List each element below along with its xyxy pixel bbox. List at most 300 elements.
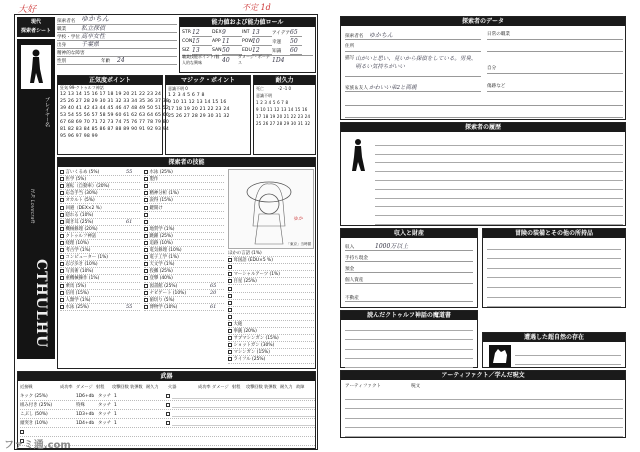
skill-label: 値切り (5%) [149,297,175,303]
memo-line [375,172,623,181]
equipment-header: 冒険の装備とその他の所持品 [483,229,625,238]
skill-checkbox[interactable] [144,276,148,280]
skill-row[interactable] [228,349,314,356]
skill-label: クトゥルフ神話 [65,233,97,239]
data-job-label: 日常の職業 [487,32,510,37]
income-label: 不動産 [345,296,359,301]
creature-icon [489,345,511,367]
history-header: 探索者の履歴 [341,123,625,132]
ability-value[interactable]: 11 [222,38,242,46]
weapon-row[interactable] [20,410,315,419]
skill-checkbox[interactable] [60,227,64,231]
sanity-row[interactable]: 12 13 14 15 16 17 18 19 20 21 22 23 24 [60,92,162,97]
magic-header: マジック・ポイント [166,76,250,85]
skill-checkbox[interactable] [60,198,64,202]
ability-key: 知識 [272,48,282,54]
annotation-top-mid: 不定 1d [242,3,271,12]
occupation-points-value[interactable]: 40 [222,56,230,64]
investigator-silhouette-small-icon [345,135,371,175]
skill-checkbox[interactable] [228,336,232,340]
data-family-label: 家族＆友人 [345,86,368,91]
skills-column-3 [228,250,314,364]
weapon-range: タッチ [98,412,112,417]
memo-line [345,409,623,418]
weapon-range: タッチ [98,403,112,408]
skill-row[interactable] [144,226,224,233]
skill-row[interactable] [228,264,314,271]
skill-row[interactable] [228,307,314,314]
skill-row[interactable] [60,212,140,219]
damage-bonus-label: ダメージ・ボーナス [238,54,270,65]
memo-line [487,250,621,260]
skill-row[interactable] [60,169,140,176]
hp-row[interactable]: 17 18 19 20 21 22 23 24 [256,114,311,119]
income-row[interactable] [345,240,473,251]
skill-label: 人類学 (1%) [65,297,91,303]
hp-header: 耐久力 [254,76,315,85]
skill-checkbox[interactable] [228,357,232,361]
skill-row[interactable] [144,204,224,211]
skill-checkbox[interactable] [60,269,64,273]
entities-lines[interactable] [515,347,621,365]
skill-value[interactable]: 55 [126,169,133,176]
skill-row[interactable] [228,250,314,257]
skill-label: 図書館 (25%) [149,283,178,289]
income-section [340,228,478,308]
data-desc-row[interactable] [345,55,481,77]
skill-checkbox[interactable] [60,248,64,252]
sanity-row[interactable]: 25 26 27 28 29 30 31 32 33 34 35 36 37 38 [60,99,170,104]
skill-checkbox[interactable] [144,305,148,309]
firearm-checkbox[interactable] [166,412,170,416]
income-label: 収入 [345,245,355,250]
skill-row[interactable] [228,271,314,278]
skill-row[interactable] [144,190,224,197]
income-row[interactable] [345,284,473,302]
skill-checkbox[interactable] [228,287,232,291]
skill-row[interactable] [60,297,140,304]
skill-checkbox[interactable] [60,213,64,217]
skill-row[interactable] [228,257,314,264]
skill-row[interactable] [228,328,314,335]
profile-row-2[interactable] [57,33,177,41]
sanity-row[interactable]: 39 40 41 42 43 44 45 46 47 48 49 50 51 52 [60,106,170,111]
skill-checkbox[interactable] [228,301,232,305]
skill-row[interactable] [60,268,140,275]
hp-row[interactable]: 1 2 3 4 5 6 7 8 [256,100,289,105]
memo-line [515,356,621,365]
skill-value[interactable]: 65 [210,282,217,289]
skill-checkbox[interactable] [228,322,232,326]
col-header: 装弾数 [130,384,143,389]
famitsu-watermark: ファミ通.com [4,440,71,451]
data-self-label: 自分 [487,66,497,71]
memo-line [345,359,473,368]
occupation-points-label: 職業技能ポイント/個人的な興味 [182,54,220,65]
data-job-row[interactable] [487,31,623,40]
profile-row-3[interactable] [57,41,177,49]
profile-label: 精神的な障害 [57,51,85,56]
data-name-row[interactable] [345,31,481,40]
skill-label: ナビゲート (10%) [149,290,187,296]
data-name-value: ゆかちん [369,32,394,39]
skill-checkbox[interactable] [60,298,64,302]
skill-checkbox[interactable] [144,206,148,210]
firearm-line[interactable] [172,420,316,426]
data-injury-row[interactable] [487,83,623,92]
skill-row[interactable] [60,283,140,290]
skill-checkbox[interactable] [144,170,148,174]
abilities-header: 能力値および能力値ロール [180,18,315,27]
skill-checkbox[interactable] [144,298,148,302]
income-row[interactable] [345,262,473,273]
data-address-row[interactable] [345,43,481,52]
skill-row[interactable] [144,297,224,304]
skill-row[interactable] [228,293,314,300]
skill-row[interactable] [144,290,224,297]
skill-row[interactable] [144,247,224,254]
skill-row[interactable] [144,233,224,240]
skill-row[interactable] [60,183,140,190]
skill-row[interactable] [144,183,224,190]
hp-section [253,75,316,155]
skill-row[interactable] [60,275,140,282]
skill-row[interactable] [144,304,224,311]
memo-line [487,259,621,269]
tomes-header: 読んだクトゥルフ神話の魔道書 [341,311,477,320]
history-section [340,122,626,226]
skill-value[interactable]: 55 [126,303,133,310]
skill-label: 聞き耳 (25%) [65,219,94,225]
skill-checkbox[interactable] [60,234,64,238]
firearm-checkbox[interactable] [166,394,170,398]
sanity-cross-label: 狂気 99-クトゥルフ神話 [60,85,104,90]
tomes-section [340,310,478,368]
skill-checkbox[interactable] [144,213,148,217]
profile-row-sex-age[interactable] [57,57,177,65]
side-banner [17,39,55,359]
ability-value[interactable]: 15 [192,38,212,46]
skill-row[interactable] [228,285,314,292]
skill-row[interactable] [144,283,224,290]
data-family-row[interactable] [345,83,481,92]
firearm-checkbox[interactable] [166,403,170,407]
skill-row[interactable] [144,212,224,219]
skill-label: 地質学 (1%) [149,226,175,232]
skill-label: 登攀 (40%) [149,276,173,282]
col-header: 射程 [96,384,105,389]
col-header: 射程 [232,384,241,389]
skill-row[interactable] [228,356,314,363]
skill-row[interactable] [228,314,314,321]
skill-label: マシンガン (15%) [233,350,270,356]
skill-checkbox[interactable] [144,198,148,202]
skill-checkbox[interactable] [60,241,64,245]
hp-row[interactable]: 9 10 11 12 13 14 15 16 [256,107,308,112]
ability-value[interactable]: 10 [252,38,272,46]
skill-checkbox[interactable] [60,170,64,174]
memo-line [345,400,623,409]
skill-row[interactable] [228,300,314,307]
weapon-row[interactable] [20,392,315,401]
skill-label: 説得 (15%) [149,198,173,204]
skill-row[interactable] [60,226,140,233]
skill-checkbox[interactable] [60,206,64,210]
memo-line [375,146,623,155]
skill-checkbox[interactable] [144,269,148,273]
profile-section [57,17,177,73]
ability-value[interactable]: 9 [222,29,242,37]
artifact-lines[interactable] [345,391,623,437]
abilities-section [179,17,316,73]
ability-extra-row [182,55,313,64]
skill-label: 医学 (5%) [65,177,87,183]
skill-row[interactable] [60,197,140,204]
player-name-vertical: プレイヤー名 [44,97,50,127]
investigator-silhouette-icon [17,43,55,93]
memo-line [345,391,623,400]
skill-checkbox[interactable] [144,220,148,224]
ability-value[interactable]: 50 [290,38,302,46]
skill-checkbox[interactable] [144,184,148,188]
skill-checkbox[interactable] [60,184,64,188]
col-header: 耐久力 [146,384,159,389]
skill-checkbox[interactable] [228,329,232,333]
artifacts-section [340,370,626,438]
memo-line [345,340,473,349]
skills-column-2 [144,169,224,311]
profile-row-1[interactable] [57,25,177,33]
memo-line [345,419,623,428]
skill-row[interactable] [60,304,140,311]
col-header: 故障 [296,384,305,389]
ability-key: APP [212,39,221,44]
skill-checkbox[interactable] [144,177,148,181]
magic-row[interactable]: 1 2 3 4 5 6 7 8 [168,93,205,98]
skill-row[interactable] [60,176,140,183]
sheet-title-line2: 探索者シート [20,28,51,34]
profile-value: 千葉県 [81,41,100,48]
skill-label: 母国語 (EDU×5 %) [233,258,273,264]
skill-checkbox[interactable] [60,262,64,266]
memo-line [375,155,623,164]
sanity-section [57,75,170,155]
weapon-row[interactable] [20,401,315,410]
entities-header: 遭遇した超自然の存在 [483,333,625,342]
skill-label: 拳銃 (20%) [233,329,257,335]
skill-value[interactable]: 61 [210,303,217,310]
weapon-cols-right [168,384,314,390]
skill-checkbox[interactable] [144,227,148,231]
skill-label: 経理 (10%) [65,240,89,246]
weapon-checkbox[interactable] [20,430,24,434]
skill-label: 考古学 (1%) [65,248,91,254]
skill-checkbox[interactable] [228,258,232,262]
sanity-row[interactable]: 67 68 69 70 71 72 73 74 75 76 77 78 79 80 [60,120,170,125]
skill-checkbox[interactable] [144,248,148,252]
data-desc-label: 描写 [345,56,355,61]
memo-line [487,298,621,308]
weapon-name: キック (25%) [20,394,48,399]
skill-checkbox[interactable] [60,305,64,309]
skills-section [57,157,316,369]
cthulhu-logo: CTHULHU [33,259,49,349]
profile-row-0[interactable] [57,17,177,25]
weapon-cols-left [20,384,166,390]
income-row[interactable] [345,273,473,284]
profile-label: 学校・学位 [57,35,80,40]
data-header: 探索者のデータ [341,17,625,26]
skill-checkbox[interactable] [228,308,232,312]
skill-row[interactable] [144,240,224,247]
skill-checkbox[interactable] [228,294,232,298]
skill-row[interactable] [60,190,140,197]
skill-row[interactable] [144,176,224,183]
skill-checkbox[interactable] [228,315,232,319]
skill-row[interactable] [144,268,224,275]
skill-checkbox[interactable] [144,284,148,288]
profile-label: 探索者名 [57,19,76,24]
data-section [340,16,626,120]
ability-value[interactable]: 65 [290,29,302,37]
ability-value[interactable]: 13 [252,29,272,37]
skill-checkbox[interactable] [228,272,232,276]
col-header: 近接戦 [20,384,33,389]
weapon-row[interactable] [20,419,315,428]
skill-checkbox[interactable] [60,276,64,280]
damage-bonus-value[interactable]: 1D4 [272,56,285,64]
skill-checkbox[interactable] [144,255,148,259]
ability-row [182,37,313,46]
ability-key: INT [242,30,250,35]
ability-key: SAN [212,48,222,53]
profile-label: 職業 [57,27,67,32]
magic-row[interactable]: 9 10 11 12 13 14 15 16 [168,100,227,105]
weapon-dmg: 1D4+db [76,420,95,426]
skill-label: 機械修理 (20%) [65,226,98,232]
skill-row[interactable] [60,240,140,247]
skill-label: 追跡 (10%) [149,240,173,246]
magic-row[interactable]: 17 18 19 20 21 22 23 24 [168,107,230,112]
weapon-att: 1 [114,402,117,408]
hp-dead-label: 死亡 [256,86,264,91]
skill-row[interactable] [60,254,140,261]
skill-checkbox[interactable] [60,255,64,259]
ability-value[interactable]: 13 [192,47,212,55]
memo-line [345,428,623,437]
hp-dead-row [254,85,315,92]
firearm-line[interactable] [172,393,316,399]
hp-row[interactable]: 25 26 27 28 29 30 31 32 [256,121,311,126]
data-extra-row-2[interactable] [345,109,623,118]
firearm-line[interactable] [172,411,316,417]
skill-value[interactable]: 20 [210,289,217,296]
skill-value[interactable]: 61 [126,218,133,225]
firearm-line[interactable] [172,402,316,408]
income-label: 個人資産 [345,278,364,283]
skill-label: 大砲 [233,321,243,327]
ability-value[interactable]: 12 [252,47,272,55]
skill-row[interactable] [60,233,140,240]
skill-label: 投擲 (25%) [149,269,173,275]
skill-checkbox[interactable] [60,220,64,224]
weapon-att: 1 [114,393,117,399]
data-extra-row-1[interactable] [345,97,623,106]
skill-row[interactable] [144,197,224,204]
skill-checkbox[interactable] [60,177,64,181]
ability-value[interactable]: 12 [192,29,212,37]
skill-checkbox[interactable] [144,234,148,238]
skill-label: 隠れる (10%) [65,212,94,218]
data-self-row[interactable] [487,65,623,74]
skill-checkbox[interactable] [228,343,232,347]
ability-value[interactable]: 50 [222,47,242,55]
skill-row[interactable] [60,204,140,211]
magic-row[interactable]: 25 26 27 28 29 30 31 32 [168,114,230,119]
sanity-row[interactable]: 95 96 97 98 99 [60,134,98,139]
skill-row[interactable] [228,342,314,349]
ability-value[interactable]: 60 [290,47,302,55]
skill-row[interactable] [60,219,140,226]
skill-label: ショットガン (30%) [233,343,275,349]
history-lines[interactable] [375,137,623,225]
ability-key: SIZ [182,48,190,53]
profile-row-4[interactable] [57,49,177,57]
skill-row[interactable] [228,321,314,328]
ability-key: アイデア [272,30,290,36]
skill-row[interactable] [144,261,224,268]
skill-checkbox[interactable] [144,262,148,266]
skill-label: ほかの言語 (1%) [228,251,262,257]
skill-row[interactable] [144,254,224,261]
data-blank-row[interactable] [487,43,623,52]
profile-label: 出身 [57,43,67,48]
memo-line [375,137,623,146]
skill-row[interactable] [144,275,224,282]
profile-value: 高卒女性 [81,33,106,40]
hp-dead-values: -2 -1 0 [278,86,292,91]
skill-checkbox[interactable] [60,191,64,195]
skill-row[interactable] [228,335,314,342]
skill-checkbox[interactable] [228,265,232,269]
skill-checkbox[interactable] [228,279,232,283]
skill-label: 運転（自動車）(20%) [65,184,110,190]
skill-checkbox[interactable] [60,284,64,288]
skill-label: 写真術 (10%) [65,269,94,275]
sanity-row[interactable]: 53 54 55 56 57 58 59 60 61 62 63 64 65 66 [60,113,170,118]
equipment-lines[interactable] [483,238,625,309]
firearm-checkbox[interactable] [166,421,170,425]
col-header: 火器 [168,384,177,389]
skill-checkbox[interactable] [144,191,148,195]
skill-row[interactable] [228,278,314,285]
skill-row[interactable] [60,261,140,268]
skill-row[interactable] [60,247,140,254]
memo-line [375,216,623,225]
skill-row[interactable] [60,290,140,297]
skill-row[interactable] [144,169,224,176]
skill-checkbox[interactable] [144,291,148,295]
income-row[interactable] [345,251,473,262]
skill-checkbox[interactable] [228,350,232,354]
skill-label: 応急手当 (30%) [65,191,98,197]
profile-value: ゆかちん [81,15,109,23]
skill-row[interactable] [144,219,224,226]
tomes-lines[interactable] [341,320,477,370]
sanity-row[interactable]: 81 82 83 84 85 86 87 88 89 90 91 92 93 94 [60,127,170,132]
skill-checkbox[interactable] [60,291,64,295]
skill-checkbox[interactable] [144,241,148,245]
